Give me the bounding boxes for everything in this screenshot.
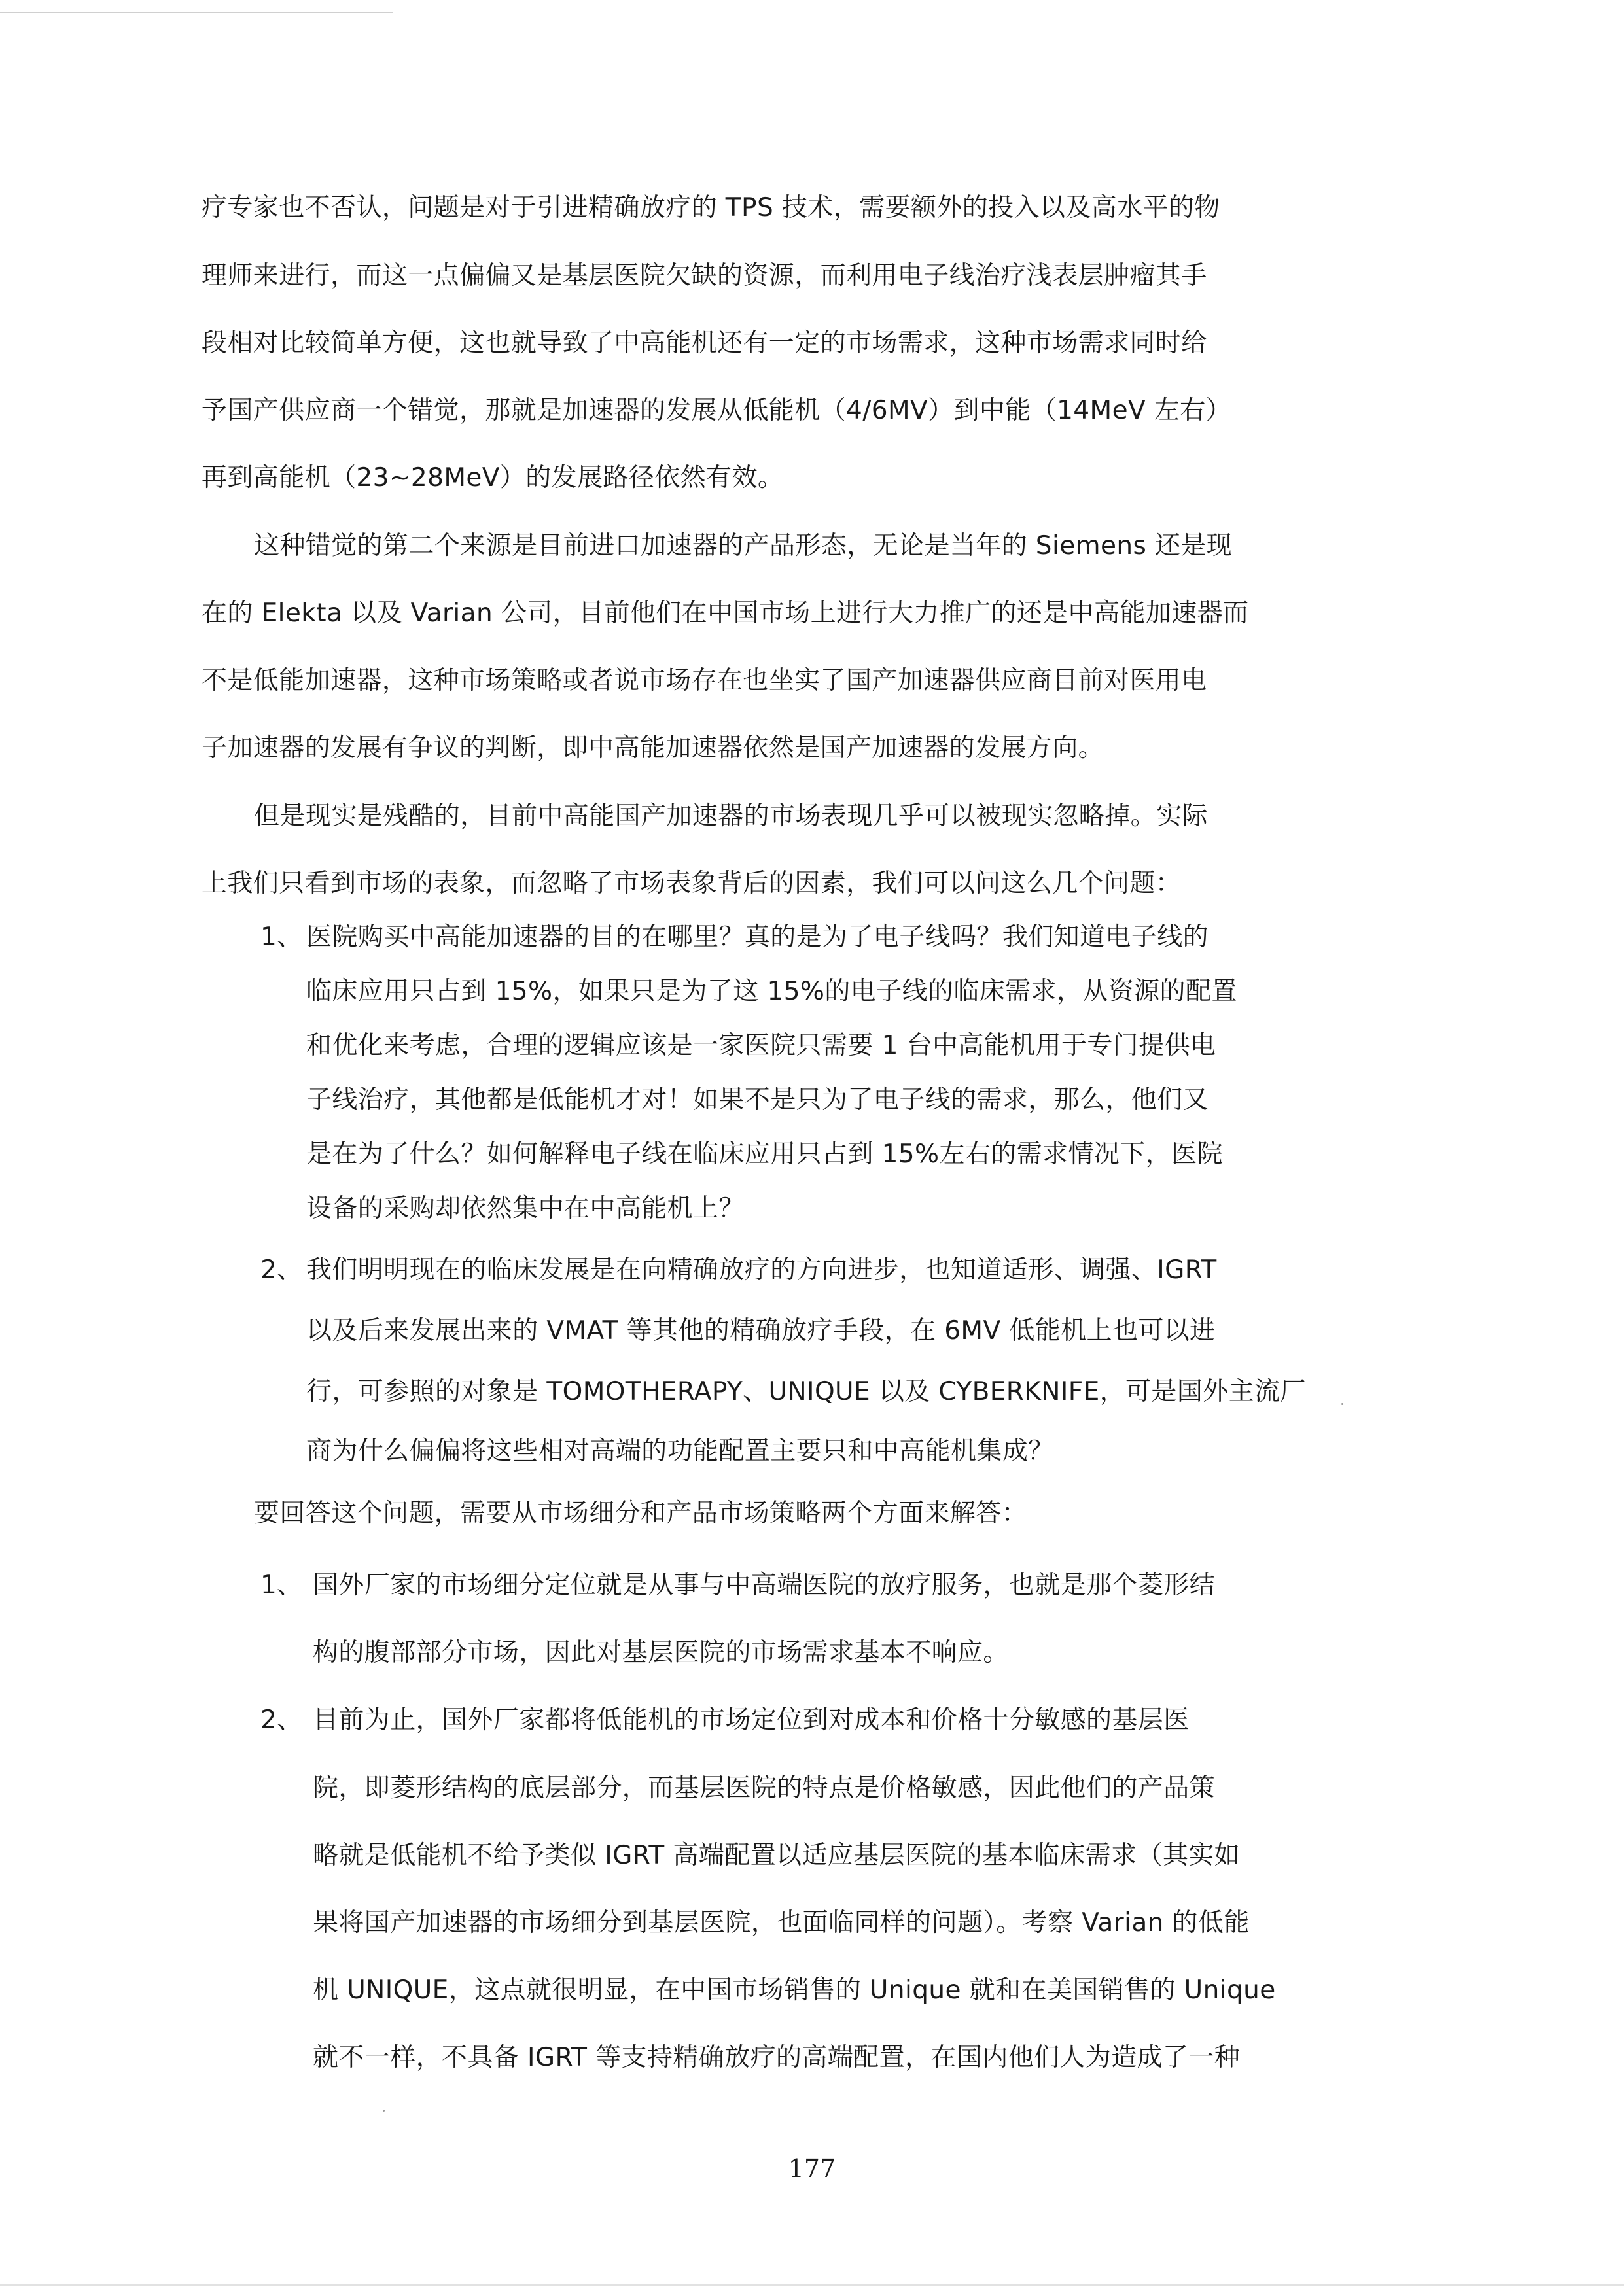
question-1-line-1: 医院购买中高能加速器的目的在哪里？真的是为了电子线吗？我们知道电子线的 [306, 922, 1209, 952]
paragraph-3-line-1: 但是现实是残酷的，目前中高能国产加速器的市场表现几乎可以被现实忽略掉。实际 [254, 801, 1208, 831]
question-1-line-6: 设备的采购却依然集中在中高能机上？ [306, 1194, 745, 1223]
question-2-line-3: 行，可参照的对象是 TOMOTHERAPY、UNIQUE 以及 CYBERKNIFE，可是国外主流厂 [306, 1377, 1306, 1406]
question-2-line-1: 我们明明现在的临床发展是在向精确放疗的方向进步，也知道适形、调强、IGRT [306, 1255, 1217, 1285]
paragraph-2-line-4: 子加速器的发展有争议的判断，即中高能加速器依然是国产加速器的发展方向。 [202, 733, 1104, 763]
question-2-line-4: 商为什么偏偏将这些相对高端的功能配置主要只和中高能机集成？ [306, 1436, 1054, 1466]
answer-2-line-6: 就不一样，不具备 IGRT 等支持精确放疗的高端配置，在国内他们人为造成了一种 [313, 2043, 1241, 2072]
question-1-line-5: 是在为了什么？如何解释电子线在临床应用只占到 15%左右的需求情况下，医院 [306, 1139, 1223, 1169]
paragraph-1-line-5: 再到高能机（23~28MeV）的发展路径依然有效。 [202, 463, 784, 493]
paragraph-2-line-2: 在的 Elekta 以及 Varian 公司，目前他们在中国市场上进行大力推广的还是中高能加速器而 [202, 599, 1249, 628]
paragraph-1-line-3: 段相对比较简单方便，这也就导致了中高能机还有一定的市场需求，这种市场需求同时给 [202, 328, 1207, 358]
question-2-number: 2、 [260, 1255, 302, 1285]
paragraph-1-line-2: 理师来进行，而这一点偏偏又是基层医院欠缺的资源，而利用电子线治疗浅表层肿瘤其手 [202, 261, 1207, 290]
scan-top-rule [0, 12, 393, 13]
answer-1-line-1: 国外厂家的市场细分定位就是从事与中高端医院的放疗服务，也就是那个菱形结 [313, 1571, 1216, 1600]
question-1-number: 1、 [260, 922, 302, 952]
answer-2-line-3: 略就是低能机不给予类似 IGRT 高端配置以适应基层医院的基本临床需求（其实如 [313, 1841, 1241, 1870]
answer-intro: 要回答这个问题，需要从市场细分和产品市场策略两个方面来解答： [254, 1499, 1028, 1528]
answer-1-number: 1、 [260, 1571, 302, 1600]
scan-speck [1341, 1403, 1343, 1405]
question-2-line-2: 以及后来发展出来的 VMAT 等其他的精确放疗手段，在 6MV 低能机上也可以进 [306, 1316, 1216, 1346]
paragraph-3-line-2: 上我们只看到市场的表象，而忽略了市场表象背后的因素，我们可以问这么几个问题： [202, 869, 1182, 898]
answer-2-line-2: 院，即菱形结构的底层部分，而基层医院的特点是价格敏感，因此他们的产品策 [313, 1773, 1216, 1803]
answer-2-line-1: 目前为止，国外厂家都将低能机的市场定位到对成本和价格十分敏感的基层医 [313, 1705, 1190, 1735]
paragraph-2-line-3: 不是低能加速器，这种市场策略或者说市场存在也坐实了国产加速器供应商目前对医用电 [202, 666, 1207, 695]
question-1-line-4: 子线治疗，其他都是低能机才对！如果不是只为了电子线的需求，那么，他们又 [306, 1085, 1209, 1115]
question-1-line-3: 和优化来考虑，合理的逻辑应该是一家医院只需要 1 台中高能机用于专门提供电 [306, 1031, 1216, 1060]
question-1-line-2: 临床应用只占到 15%，如果只是为了这 15%的电子线的临床需求，从资源的配置 [306, 977, 1237, 1006]
answer-2-number: 2、 [260, 1705, 302, 1735]
scan-speck [383, 2110, 385, 2112]
answer-2-line-5: 机 UNIQUE，这点就很明显，在中国市场销售的 Unique 就和在美国销售的 Unique [313, 1975, 1276, 2005]
paragraph-1-line-1: 疗专家也不否认，问题是对于引进精确放疗的 TPS 技术，需要额外的投入以及高水平的物 [202, 193, 1220, 222]
answer-2-line-4: 果将国产加速器的市场细分到基层医院，也面临同样的问题）。考察 Varian 的低能 [313, 1908, 1250, 1938]
paragraph-2-line-1: 这种错觉的第二个来源是目前进口加速器的产品形态，无论是当年的 Siemens 还是现 [254, 531, 1233, 561]
page-number: 177 [788, 2154, 836, 2183]
paragraph-1-line-4: 予国产供应商一个错觉，那就是加速器的发展从低能机（4/6MV）到中能（14MeV 左右） [202, 396, 1232, 425]
answer-1-line-2: 构的腹部部分市场，因此对基层医院的市场需求基本不响应。 [313, 1638, 1009, 1667]
scan-bottom-rule [0, 2284, 1624, 2286]
